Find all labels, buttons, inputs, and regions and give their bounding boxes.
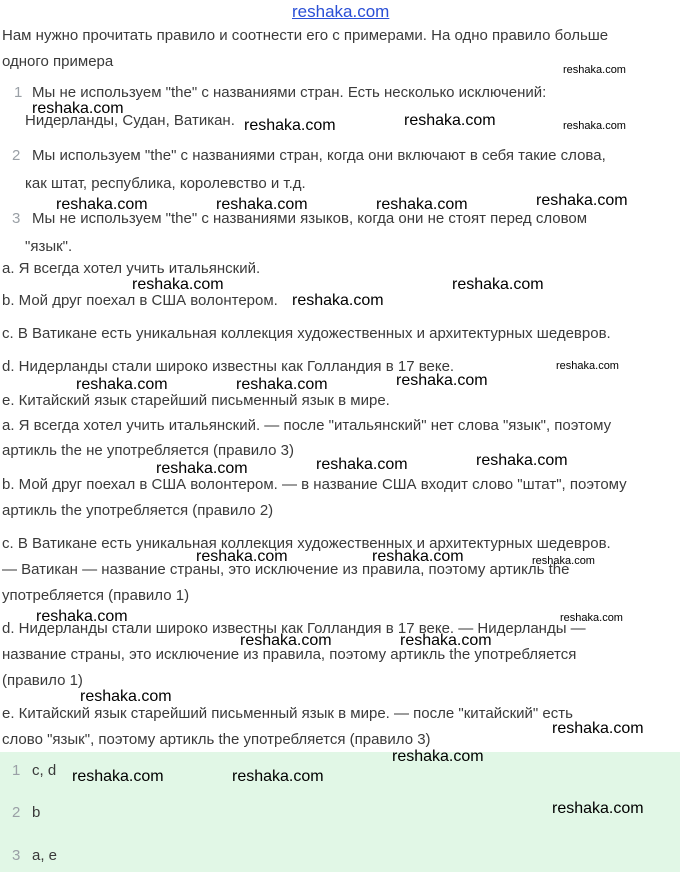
watermark: reshaka.com (196, 548, 288, 565)
watermark: reshaka.com (132, 276, 224, 293)
example-line: a. Я всегда хотел учить итальянский. (2, 260, 261, 277)
watermark: reshaka.com (32, 100, 124, 117)
answer-number: 2 (12, 804, 21, 821)
example-line: d. Нидерланды стали широко известны как Голландия в 17 веке. (2, 358, 455, 375)
watermark: reshaka.com (532, 555, 595, 567)
watermark: reshaka.com (556, 360, 619, 372)
explanation-line: — Ватикан — название страны, это исключение из правила, поэтому артикль the (2, 561, 570, 578)
answer-value: c, d (32, 762, 57, 779)
watermark: reshaka.com (244, 117, 336, 134)
watermark: reshaka.com (232, 768, 324, 785)
explanation-line: артикль the употребляется (правило 2) (2, 502, 274, 519)
watermark: reshaka.com (372, 548, 464, 565)
rule-number: 2 (12, 147, 21, 164)
watermark: reshaka.com (216, 196, 308, 213)
rule-number: 3 (12, 210, 21, 227)
explanation-line: употребляется (правило 1) (2, 587, 190, 604)
rule-line: Мы не используем "the" с названиями стран. Есть несколько исключений: (32, 84, 547, 101)
watermark: reshaka.com (236, 376, 328, 393)
explanation-line: e. Китайский язык старейший письменный язык в мире. — после "китайский" есть (2, 705, 573, 722)
rule-number: 1 (14, 84, 23, 101)
rule-line: как штат, республика, королевство и т.д. (25, 175, 306, 192)
watermark: reshaka.com (392, 748, 484, 765)
watermark: reshaka.com (316, 456, 408, 473)
watermark: reshaka.com (552, 720, 644, 737)
example-line: c. В Ватикане есть уникальная коллекция художественных и архитектурных шедевров. (2, 325, 611, 342)
watermark: reshaka.com (76, 376, 168, 393)
watermark: reshaka.com (476, 452, 568, 469)
rule-line: Нидерланды, Судан, Ватикан. (25, 112, 235, 129)
watermark: reshaka.com (404, 112, 496, 129)
rule-line: "язык". (25, 238, 73, 255)
explanation-line: слово "язык", поэтому артикль the употребляется (правило 3) (2, 731, 431, 748)
watermark: reshaka.com (563, 64, 626, 76)
watermark: reshaka.com (376, 196, 468, 213)
example-line: e. Китайский язык старейший письменный язык в мире. (2, 392, 390, 409)
watermark: reshaka.com (552, 800, 644, 817)
watermark: reshaka.com (400, 632, 492, 649)
intro-line-1: Нам нужно прочитать правило и соотнести его с примерами. На одно правило больше (2, 27, 609, 44)
rule-line: Мы не используем "the" с названиями языков, когда они не стоят перед словом (32, 210, 588, 227)
watermark: reshaka.com (240, 632, 332, 649)
explanation-line: a. Я всегда хотел учить итальянский. — после "итальянский" нет слова "язык", поэтому (2, 417, 612, 434)
watermark: reshaka.com (80, 688, 172, 705)
answer-number: 1 (12, 762, 21, 779)
watermark: reshaka.com (560, 612, 623, 624)
watermark: reshaka.com (563, 120, 626, 132)
example-line: b. Мой друг поехал в США волонтером. (2, 292, 278, 309)
watermark: reshaka.com (72, 768, 164, 785)
answer-value: a, e (32, 847, 58, 864)
watermark: reshaka.com (156, 460, 248, 477)
site-link[interactable]: reshaka.com (292, 2, 390, 21)
rule-line: Мы используем "the" с названиями стран, когда они включают в себя такие слова, (32, 147, 606, 164)
watermark: reshaka.com (56, 196, 148, 213)
explanation-line: артикль the не употребляется (правило 3) (2, 442, 294, 459)
answer-value: b (32, 804, 41, 821)
explanation-line: d. Нидерланды стали широко известны как Голландия в 17 веке. — Нидерланды — (2, 620, 586, 637)
explanation-line: название страны, это исключение из правила, поэтому артикль the употребляется (2, 646, 577, 663)
watermark: reshaka.com (536, 192, 628, 209)
explanation-line: (правило 1) (2, 672, 83, 689)
watermark: reshaka.com (36, 608, 128, 625)
watermark: reshaka.com (396, 372, 488, 389)
explanation-line: b. Мой друг поехал в США волонтером. — в название США входит слово "штат", поэтому (2, 476, 627, 493)
intro-line-2: одного примера (2, 53, 114, 70)
explanation-line: c. В Ватикане есть уникальная коллекция художественных и архитектурных шедевров. (2, 535, 611, 552)
watermark: reshaka.com (452, 276, 544, 293)
answer-number: 3 (12, 847, 21, 864)
watermark: reshaka.com (292, 292, 384, 309)
